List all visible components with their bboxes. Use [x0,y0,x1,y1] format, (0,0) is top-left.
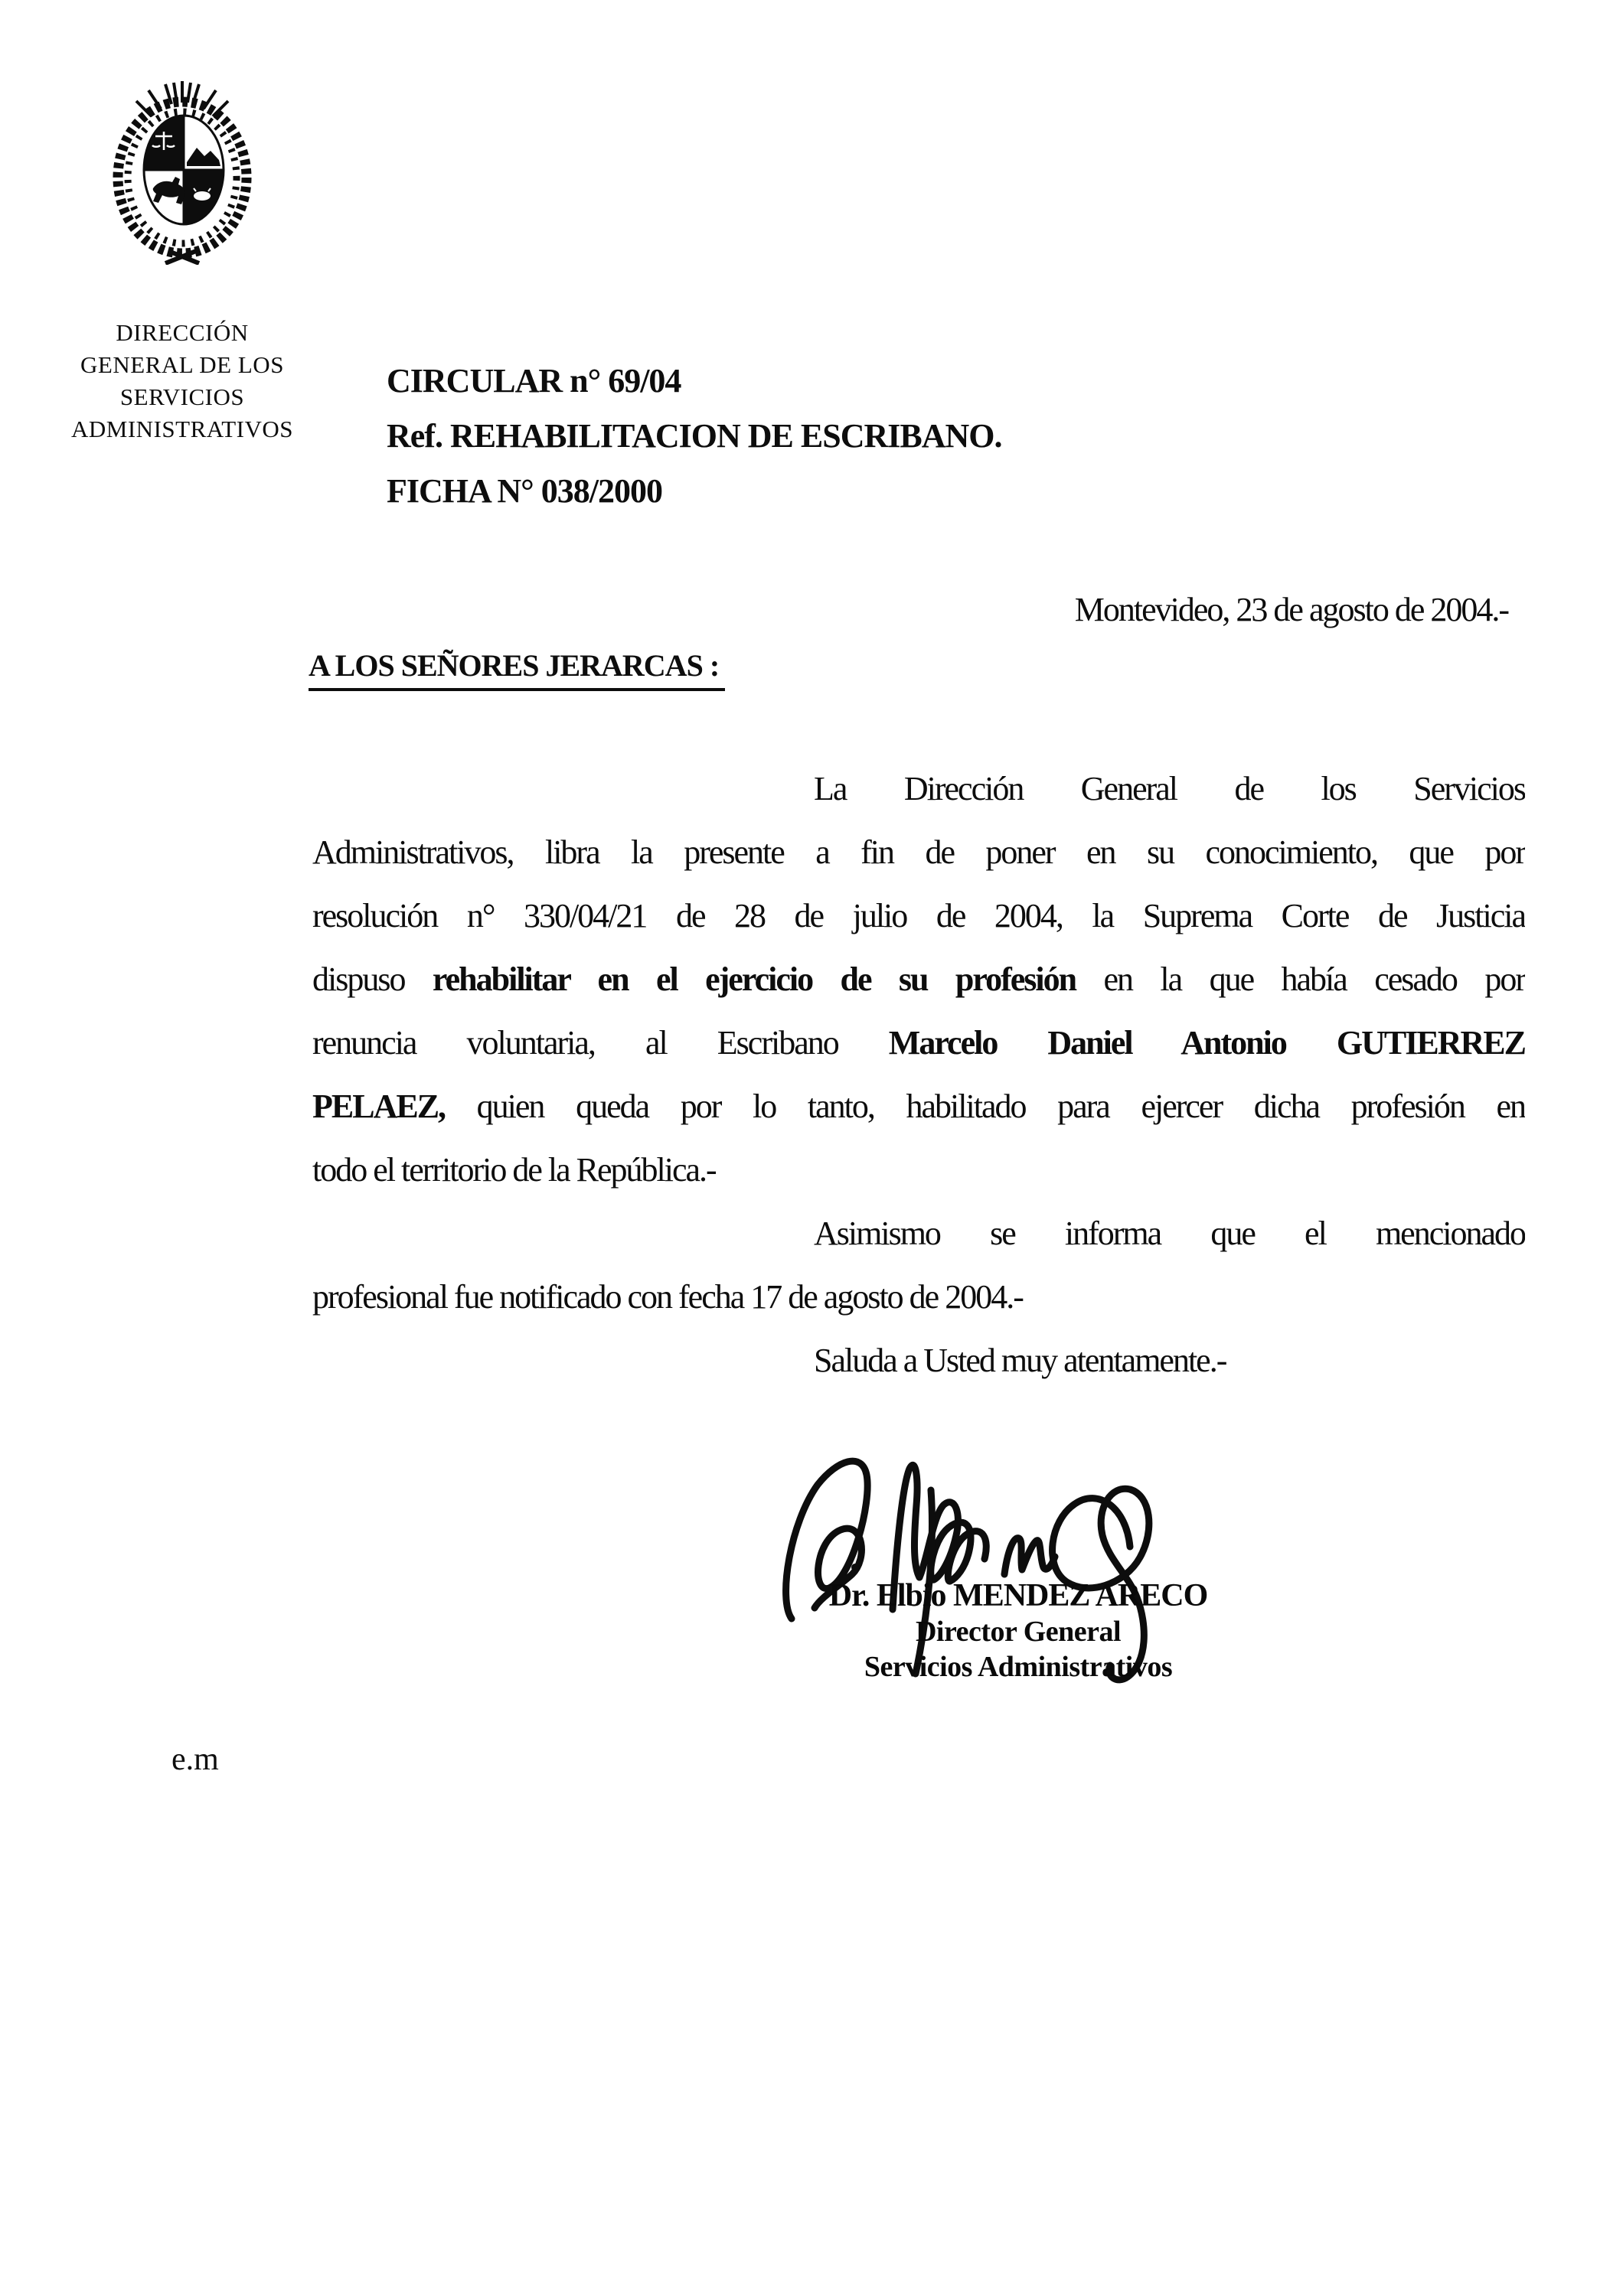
quartered-shield-icon [144,116,224,224]
body-line [312,1202,1525,1265]
letterhead [44,317,320,445]
body-line [312,757,1525,820]
body-run: Asimismo se informa que el mencionado [814,1215,1525,1252]
body-run: profesional fue notificado con fecha 17 de agosto de 2004.- [312,1278,1023,1316]
signer-office: Servicios Administrativos [864,1651,1173,1683]
date-line: Montevideo, 23 de agosto de 2004.- [1074,591,1508,628]
body-line [312,1329,1525,1392]
body-line [312,820,1525,884]
body-line [312,1265,1525,1329]
signer-name: Dr. Elbio MENDEZ ARECO [828,1578,1208,1613]
body-line [312,1138,1525,1202]
letterhead-line: ADMINISTRATIVOS [71,416,293,442]
body-line [312,947,1525,1011]
body-run: Saluda a Usted muy atentamente.- [814,1342,1226,1379]
body-run: La Dirección General de los Servicios [814,770,1525,807]
body-run-bold: rehabilitar en el ejercicio de su profesión [432,960,1076,998]
body-run: Administrativos, libra la presente a fin de poner en su conocimiento, que por [312,833,1525,871]
circular-reference: Ref. REHABILITACION DE ESCRIBANO. [387,417,1002,455]
body-line [312,1011,1525,1075]
letterhead-line: DIRECCIÓN [116,319,249,346]
body-run: resolución n° 330/04/21 de 28 de julio de 2004, la Suprema Corte de Justicia [312,897,1525,934]
body-run: quien queda por lo tanto, habilitado para ejercer dicha profesión en [445,1088,1525,1125]
circular-header [387,354,1002,519]
body-run-bold: PELAEZ, [312,1088,446,1125]
body-run-bold: Marcelo Daniel Antonio GUTIERREZ [888,1024,1525,1062]
body-run: renuncia voluntaria, al Escribano [312,1024,889,1062]
signature-block [796,1580,1240,1681]
typist-initials: e.m [171,1742,219,1777]
body-line [312,1075,1525,1138]
circular-ficha: FICHA N° 038/2000 [387,472,662,510]
body-run: todo el territorio de la República.- [312,1151,716,1189]
body-run: dispuso [312,960,433,998]
signer-title: Director General [915,1616,1122,1648]
body-paragraphs [312,757,1525,1392]
uruguay-coat-of-arms-emblem [104,80,260,265]
body-line [312,884,1525,947]
letterhead-line: SERVICIOS [119,383,245,410]
letterhead-line: GENERAL DE LOS [80,351,284,378]
salutation: A LOS SEÑORES JERARCAS : [309,651,725,691]
body-run: en la que había cesado por [1076,960,1525,998]
circular-number: CIRCULAR n° 69/04 [387,362,681,400]
